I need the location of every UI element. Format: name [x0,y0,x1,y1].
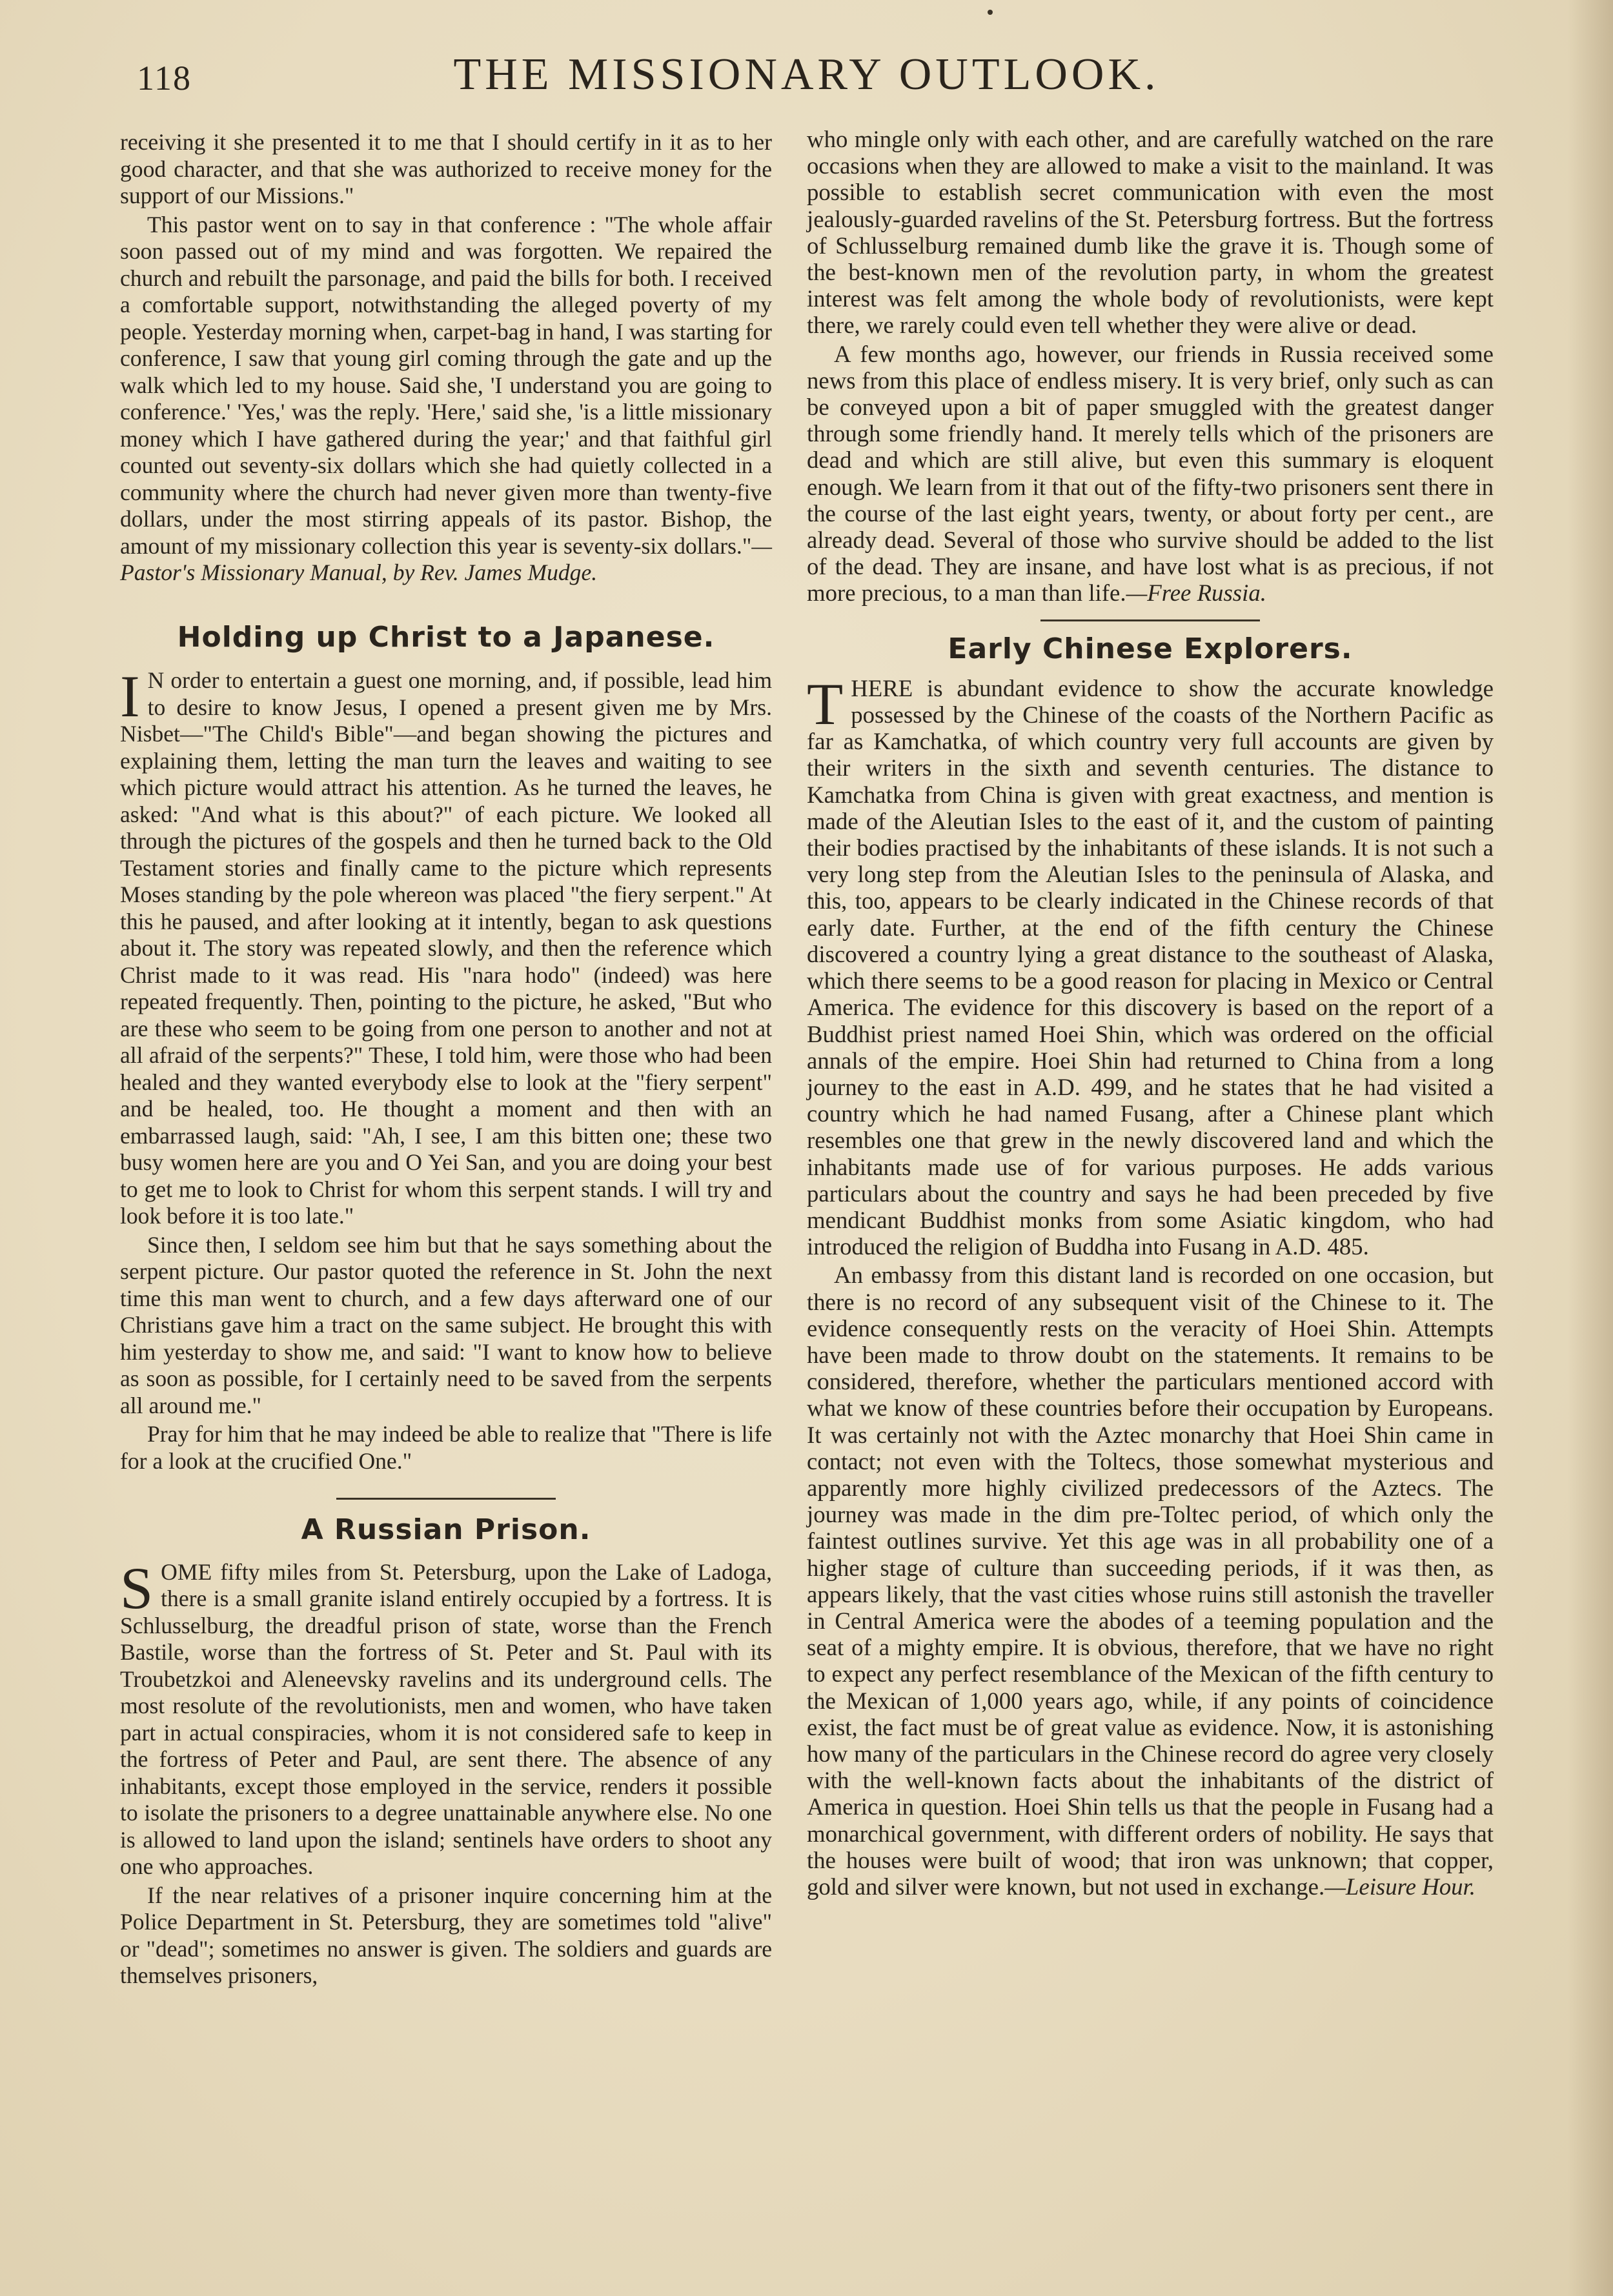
source-citation: —Pastor's Missionary Manual, by Rev. James Mudge. [120,532,772,585]
continued-paragraph [120,212,772,587]
article-paragraph [120,1555,772,1880]
paragraph-text: N order to entertain a guest one morning, and, if possible, lead him to desire to know Jesus, I opened a present given me by Mrs. Nisbet—"The Child's Bible"—and began showing the pictures and explaining them, letting the man turn the leaves and waiting to see which picture would attract his attention. As he turned the leaves, he asked: "And what is this about?" of each picture. We looked all through the pictures of the gospels and then he turned back to the Old Testament stories and finally came to the picture which represents Moses standing by the pole whereon was placed "the fiery serpent." At this he paused, and after looking at it intently, began to ask questions about it. The story was repeated slowly, and then the reference which Christ made to it was read. His "nara hodo" (indeed) was here repeated frequently. Then, pointing to the picture, he asked, "But who are these who seem to be going from one person to another and not at all afraid of the serpents?" These, I told him, were those who had been healed and they wanted everybody else to look at the "fiery serpent" and be healed, too. He thought a moment and then with an embarrassed laugh, said: "Ah, I see, I am this bitten one; these two busy women here are you and O Yei San, and you are doing your best to get me to look to Christ for whom this serpent stands. I will try and look before it is too late." [120,667,772,1229]
source-citation: —Free Russia. [1126,579,1266,607]
drop-cap: I [120,663,140,729]
article-paragraph [807,341,1494,607]
drop-cap: T [807,670,844,737]
right-column [807,126,1494,1900]
ink-speck [988,10,993,15]
article-paragraph: Since then, I seldom see him but that he says something about the serpent picture. Our pastor quoted the reference in St. John the next time this man went to church, and a few days afterward one of our Christians gave him a tract on the same subject. He brought this with him yesterday to show me, and said: "I want to know how to believe as soon as possible, for I certainly need to be saved from the serpents all around me." [120,1231,772,1418]
article-title: Holding up Christ to a Japanese. [177,620,715,654]
paragraph-text: HERE is abundant evidence to show the accurate knowledge possessed by the Chinese of the coasts of the Northern Pacific as far as Kamchatka, of which country very full accounts are given by their writers in the sixth and seventh centuries. The distance to Kamchatka from China is given with great exactness, and mention is made of the Aleutian Isles to the east of it, and the custom of painting their bodies practised by the inhabitants of these islands. It is not such a very long step from the Aleutian Isles to the peninsula of Alaska, and this, too, appears to be clearly indicated in the Chinese records of that early date. Further, at the end of the fifth century the Chinese discovered a country lying a great distance to the southeast of Alaska, which there seems to be a good reason for placing in Mexico or Central America. The evidence for this discovery is based on the report of a Buddhist priest named Hoei Shin, which was ordered on the official annals of the empire. Hoei Shin had returned to China from a long journey to the east in A.D. 499, and he states that he had visited a country which he had named Fusang, after a Chinese plant which resembles one that grew in the newly discovered land and which the inhabitants made use of for various purposes. He adds various particulars about the country and says he had been preceded by five mendicant Buddhist monks from some Asiatic kingdom, who had introduced the religion of Buddha into Fusang in A.D. 485. [807,674,1494,1260]
continued-paragraph: who mingle only with each other, and are carefully watched on the rare occasions when they are allowed to make a visit to the mainland. It was possible to establish secret communication with even the most jealously-guarded ravelins of the St. Petersburg fortress. But the fortress of Schlusselburg remained dumb like the grave it is. Though some of the best-known men of the revolution party, in whom the greatest interest was felt among the whole body of revolutionists, were kept there, we rarely could even tell whether they were alive or dead. [807,126,1494,339]
paragraph-text: An embassy from this distant land is recorded on one occasion, but there is no record of any subsequent visit of the Chinese to it. The evidence consequently rests on the veracity of Hoei Shin. Attempts have been made to throw doubt on the statements. It remains to be considered, therefore, whether the particulars mentioned accord with what we know of these countries before their occupation by Europeans. It was certainly not with the Aztec monarchy that Hoei Shin came in contact; not even with the Toltecs, those somewhat mysterious and apparently more highly civilized predecessors of the Aztecs. The journey was made in the dim pre-Toltec period, of which only the faintest outlines survive. Yet this age was in all probability one of a higher stage of culture than succeeding periods, if it was then, as appears likely, that the vast cities whose ruins still astonish the traveller in Central America were the abodes of a teeming population and the seat of a mighty empire. It is obvious, therefore, that we have no right to expect any perfect resemblance of the Mexican of the fifth century to the Mexican of 1,000 years ago, while, if any points of coincidence exist, the fact must be of great value as evidence. Now, it is astonishing how many of the particulars in the Chinese record do agree very closely with the well-known facts about the inhabitants of the district of America in question. Hoei Shin tells us that the people in Fusang had a monarchical government, with different orders of nobility. He says that the houses were built of wood; that iron was unknown; that copper, gold and silver were known, but not used in exchange. [807,1262,1494,1900]
continued-paragraph: receiving it she presented it to me that I should certify in it as to her good character, and that she was authorized to receive money for the support of our Missions." [120,129,772,208]
drop-cap: S [120,1555,154,1621]
source-citation: —Leisure Hour. [1324,1873,1476,1900]
paragraph-text: A few months ago, however, our friends in Russia received some news from this place of endless misery. It is very brief, only such as can be conveyed upon a bit of paper smuggled with the greatest danger through some friendly hand. It merely tells which of the prisoners are dead and which are still alive, but even this summary is eloquent enough. We learn from it that out of the fifty-two prisoners sent there in the course of the last eight years, twenty, or about forty per cent., are already dead. Several of those who survive should be added to the list of the dead. They are insane, and have lost what is as precious, if not more precious, to a man than life. [807,340,1494,607]
paragraph-text: OME fifty miles from St. Petersburg, upon the Lake of Ladoga, there is a small granite island entirely occupied by a fortress. It is Schlusselburg, the dreadful prison of state, worse than the French Bastile, worse than the fortress of St. Peter and St. Paul with its Troubetzkoi and Aleneevsky ravelins and its underground cells. The most resolute of the revolutionists, men and women, who have taken part in actual conspiracies, whom it is not considered safe to keep in the fortress of Peter and Paul, are sent there. The absence of any inhabitants, except those employed in the service, renders it possible to isolate the prisoners to a degree unattainable anywhere else. No one is allowed to land upon the island; sentinels have orders to shoot any one who approaches. [120,1558,772,1879]
article-paragraph [807,670,1494,1260]
article-paragraph [120,663,772,1230]
page-number: 118 [137,59,192,97]
article-paragraph [807,1262,1494,1900]
article-paragraph: If the near relatives of a prisoner inquire concerning him at the Police Department in St. Petersburg, they are sometimes told "alive" or "dead"; sometimes no answer is given. The soldiers and guards are themselves prisoners, [120,1882,772,1988]
left-column [120,129,772,1989]
article-title: A Russian Prison. [301,1513,591,1546]
article-paragraph: Pray for him that he may indeed be able to realize that "There is life for a look at the crucified One." [120,1421,772,1474]
paragraph-text: This pastor went on to say in that conference : "The whole affair soon passed out of my mind and was forgotten. We repaired the church and rebuilt the parsonage, and paid the bills for both. I received a comfortable support, notwithstanding the alleged poverty of my people. Yesterday morning when, carpet-bag in hand, I was starting for conference, I saw that young girl coming through the gate and up the walk which led to my house. Said she, 'I understand you are going to conference.' 'Yes,' was the reply. 'Here,' said she, 'is a little missionary money which I have gathered during the year;' and that faithful girl counted out seventy-six dollars which she had quietly collected in a community where the church had never given more than twenty-five dollars, under the most stirring appeals of its pastor. Bishop, the amount of my missionary collection this year is seventy-six dollars." [120,211,772,559]
running-head: THE MISSIONARY OUTLOOK. [453,50,1160,99]
article-title: Early Chinese Explorers. [948,632,1353,665]
